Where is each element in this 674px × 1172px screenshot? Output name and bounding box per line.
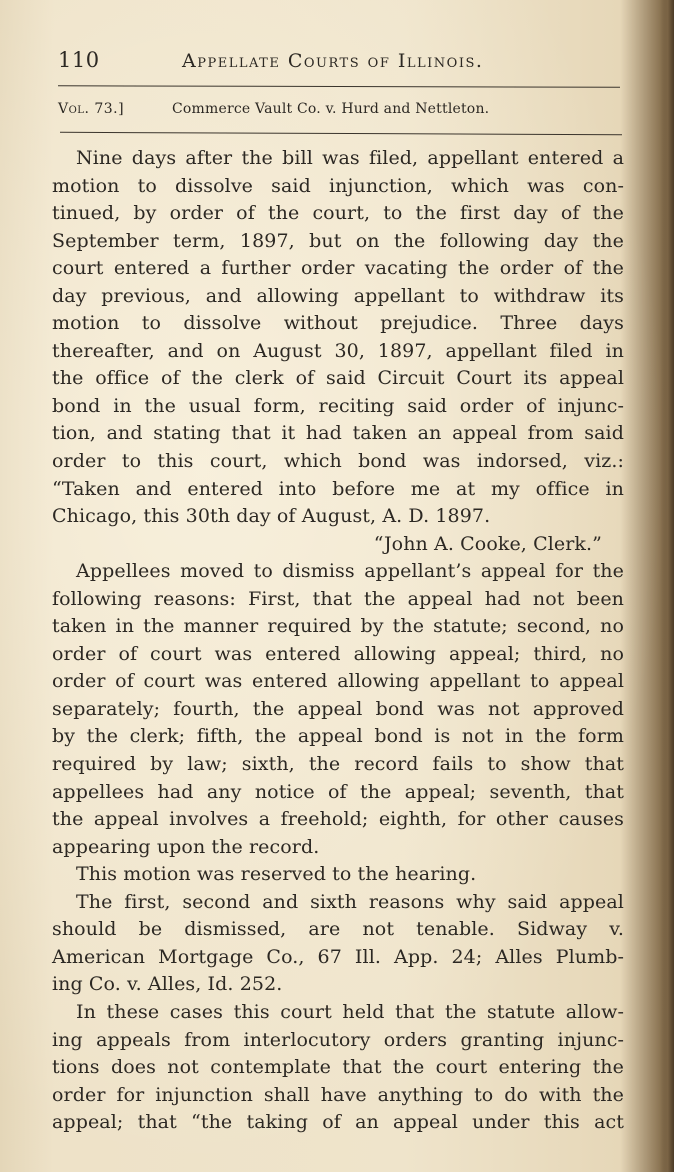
- text-line: by the clerk; fifth, the appeal bond is not in the form: [52, 725, 624, 748]
- text-line: In these cases this court held that the statute allow-: [76, 1000, 624, 1023]
- text-line: should be dismissed, are not tenable. Sidway v.: [52, 918, 624, 941]
- text-line: separately; fourth, the appeal bond was not approved: [52, 697, 624, 720]
- text-line: September term, 1897, but on the following day the: [52, 229, 624, 252]
- text-line: This motion was reserved to the hearing.: [76, 863, 477, 886]
- text-line: the appeal involves a freehold; eighth, for other causes: [52, 808, 624, 831]
- text-line: tinued, by order of the court, to the first day of the: [52, 202, 624, 225]
- text-line: appeal; that “the taking of an appeal under this act: [52, 1111, 624, 1134]
- text-line: order to this court, which bond was indorsed, viz.:: [52, 450, 624, 473]
- body-text: [52, 145, 624, 1137]
- text-line: “Taken and entered into before me at my office in: [52, 477, 624, 500]
- text-line: motion to dissolve without prejudice. Three days: [52, 312, 624, 335]
- text-line: Chicago, this 30th day of August, A. D. 1897.: [52, 505, 491, 528]
- text-line: tions does not contemplate that the court entering the: [52, 1056, 624, 1079]
- text-line: ing Co. v. Alles, Id. 252.: [52, 973, 283, 996]
- text-line: American Mortgage Co., 67 Ill. App. 24; Alles Plumb-: [52, 945, 624, 968]
- text-line: motion to dissolve said injunction, which was con-: [52, 174, 624, 197]
- text-line: required by law; sixth, the record fails to show that: [52, 753, 624, 776]
- text-line: day previous, and allowing appellant to withdraw its: [52, 284, 624, 307]
- page-binding-edge: [660, 0, 674, 1172]
- header-rule-bottom: [60, 132, 622, 135]
- text-line: thereafter, and on August 30, 1897, appellant filed in: [52, 339, 624, 362]
- text-line: appearing upon the record.: [52, 835, 320, 858]
- text-line: following reasons: First, that the appeal had not been: [52, 587, 624, 610]
- running-title: Appellate Courts of Illinois.: [182, 50, 484, 72]
- text-line: appellees had any notice of the appeal; seventh, that: [52, 780, 624, 803]
- header-rule-top: [58, 85, 620, 87]
- text-line: the office of the clerk of said Circuit Court its appeal: [52, 367, 624, 390]
- text-line: order of court was entered allowing appeal; third, no: [52, 642, 624, 665]
- text-line: Appellees moved to dismiss appellant’s appeal for the: [76, 560, 624, 583]
- text-line: tion, and stating that it had taken an appeal from said: [52, 422, 624, 445]
- page-number: 110: [58, 48, 100, 72]
- text-line: court entered a further order vacating the order of the: [52, 257, 624, 280]
- text-line: ing appeals from interlocutory orders granting injunc-: [52, 1028, 624, 1051]
- text-line: taken in the manner required by the statute; second, no: [52, 615, 624, 638]
- running-head: [58, 44, 618, 80]
- text-line: order of court was entered allowing appellant to appeal: [52, 670, 624, 693]
- text-line: Nine days after the bill was filed, appellant entered a: [76, 147, 624, 169]
- case-name: Commerce Vault Co. v. Hurd and Nettleton.: [172, 101, 490, 117]
- volume-label: Vol. 73.]: [58, 101, 125, 117]
- text-line: order for injunction shall have anything to do with the: [52, 1083, 624, 1106]
- text-line: The first, second and sixth reasons why said appeal: [76, 890, 624, 913]
- text-line: bond in the usual form, reciting said order of injunc-: [52, 394, 624, 417]
- clerk-signature-line: “John A. Cooke, Clerk.”: [373, 532, 602, 555]
- case-heading: [58, 101, 618, 123]
